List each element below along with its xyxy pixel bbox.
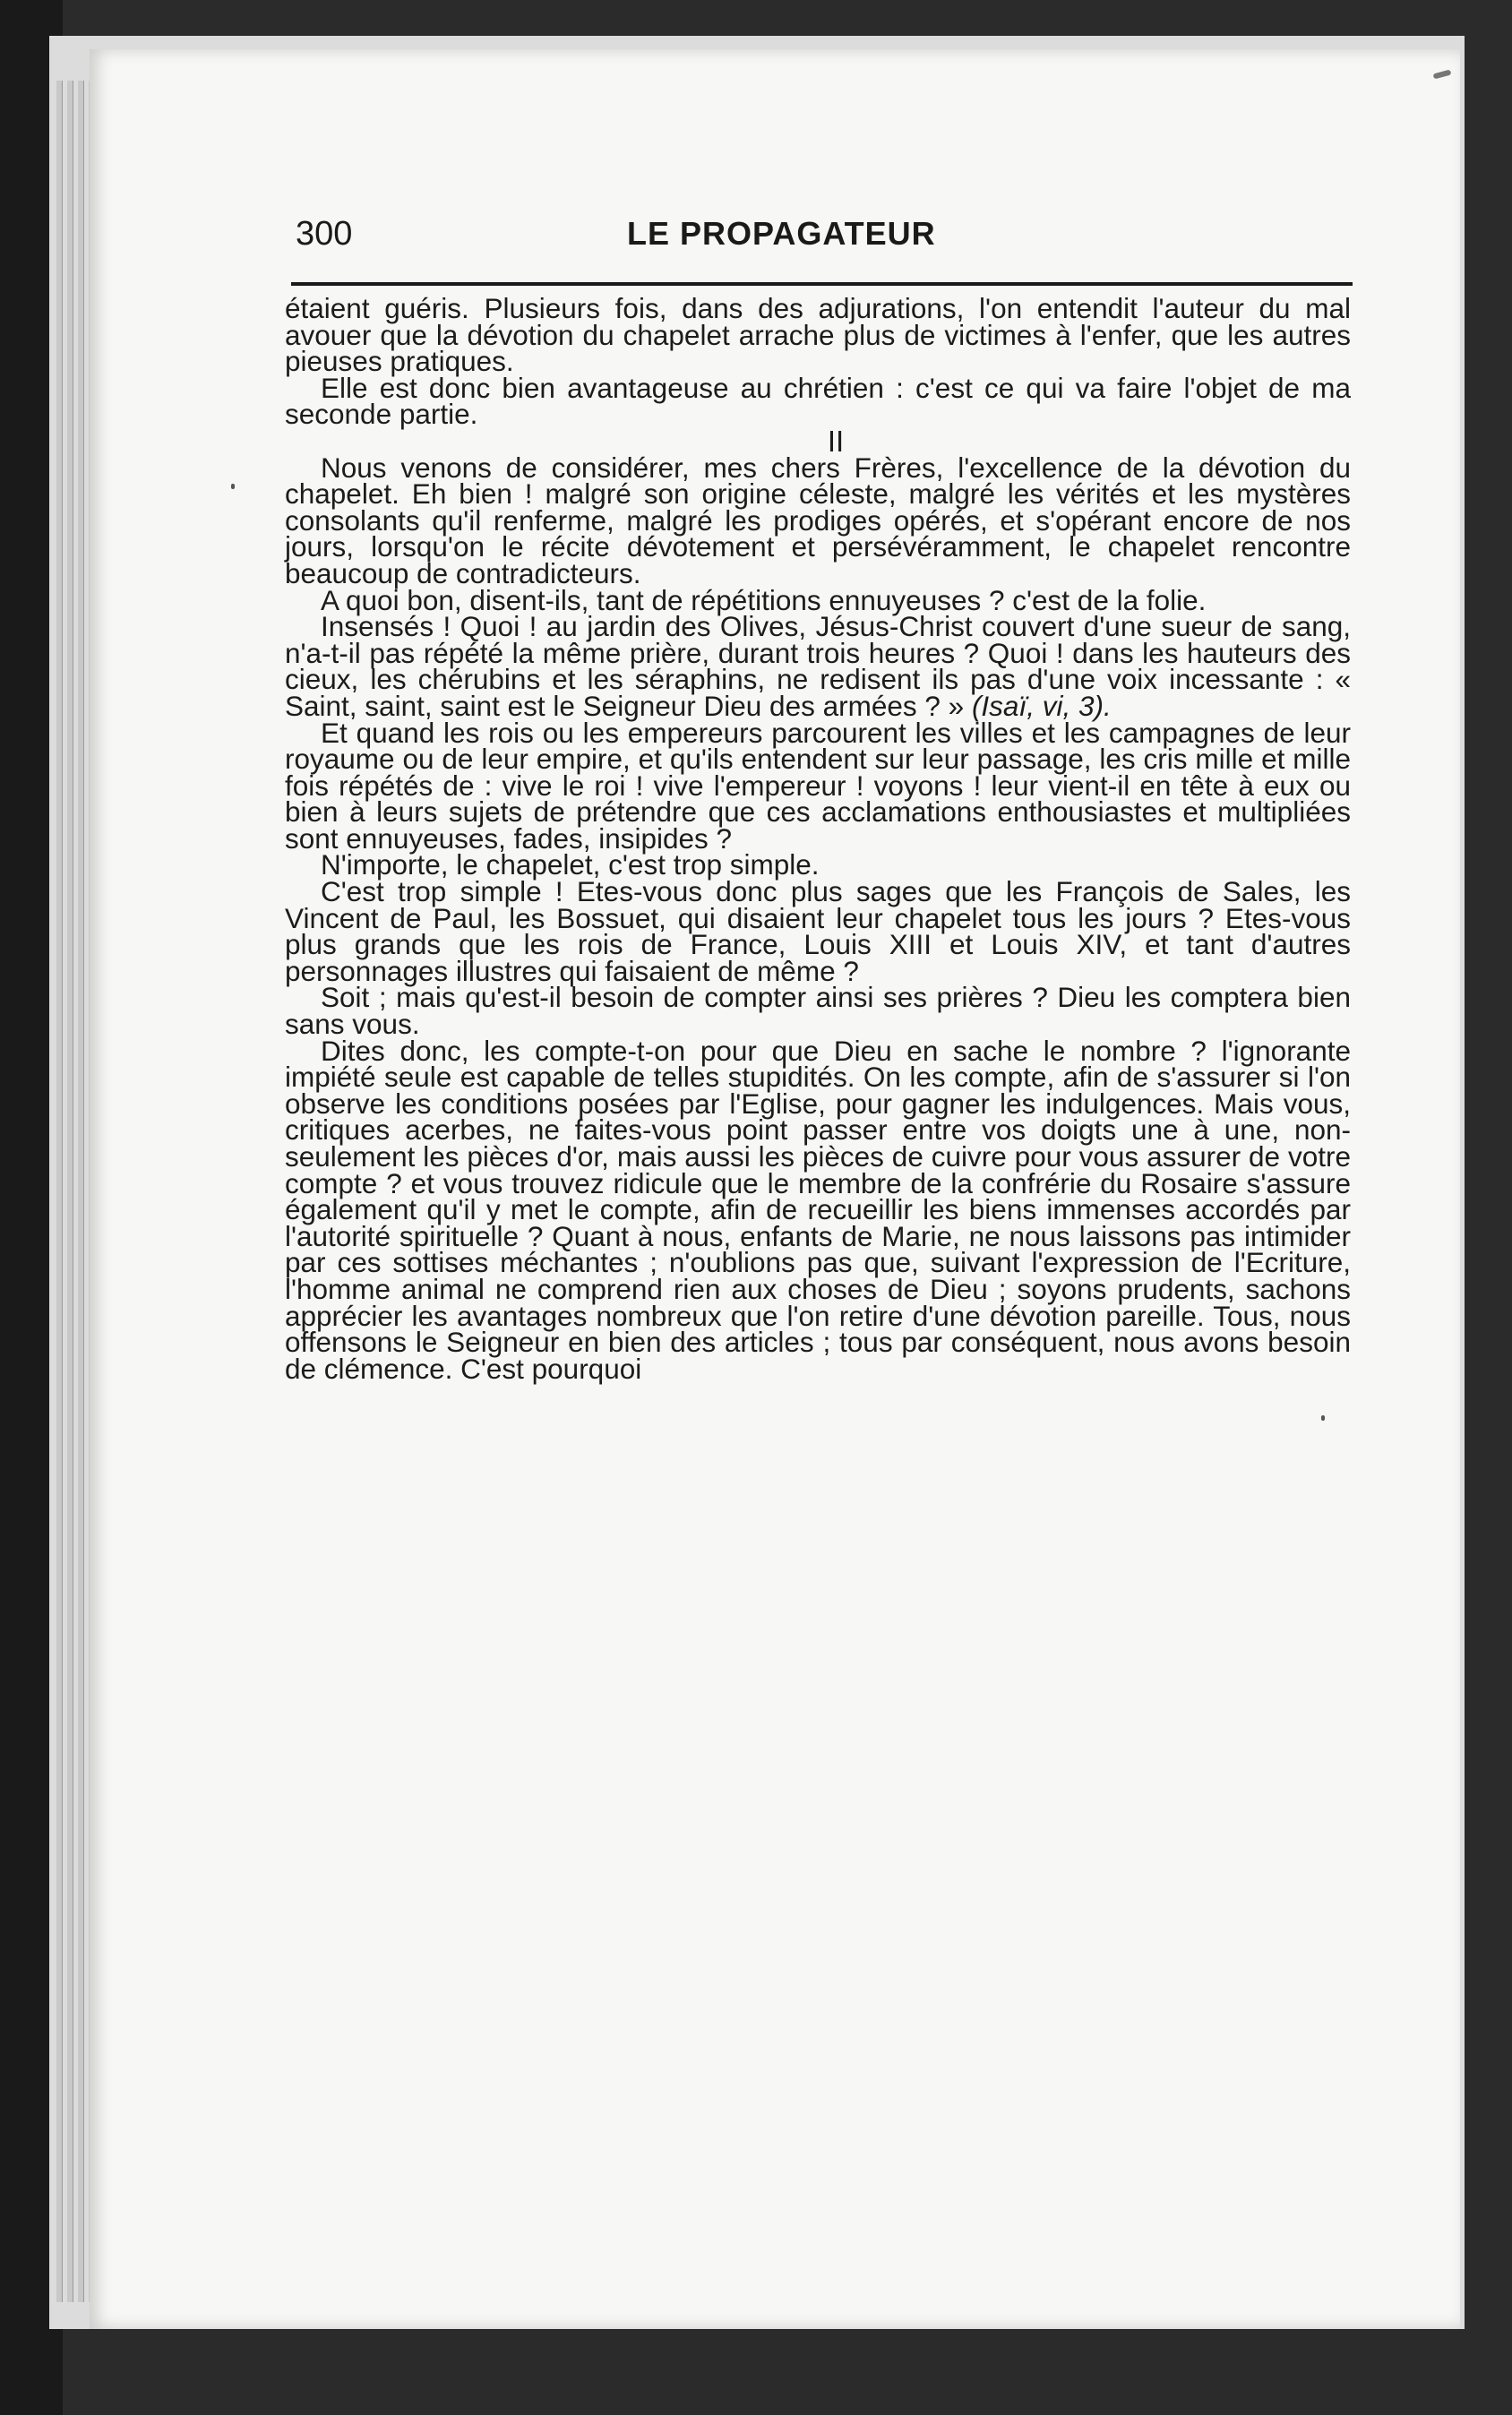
section-number: II bbox=[827, 424, 845, 458]
paragraph: N'importe, le chapelet, c'est trop simple. bbox=[321, 848, 820, 881]
scan-speck bbox=[1321, 1415, 1325, 1421]
paragraph-text: Insensés ! Quoi ! au jardin des Olives, Jésus-Christ couvert d'une sueur de sang, n'a-t-il pas répété la même prière, durant trois heures ? Quoi ! dans les hauteurs des cieux, les chérubins et les séraphins, ne redisent ils pas d'une voix incessante : « Saint, saint, saint est le Seigneur Dieu des armées ? » bbox=[285, 610, 1351, 722]
paragraph-with-citation bbox=[285, 610, 1351, 722]
page-edge bbox=[78, 81, 84, 2302]
page-header bbox=[296, 197, 1353, 260]
paragraph: Soit ; mais qu'est-il besoin de compter ainsi ses prières ? Dieu les comptera bien sans vous. bbox=[285, 981, 1351, 1041]
paragraph: Nous venons de considérer, mes chers Frères, l'excellence de la dévotion du chapelet. Eh bien ! malgré son origine céleste, malgré les vérités et les mystères consolants qu'il renferme, malgré les prodiges opérés, et s'opérant encore de nos jours, lorsqu'on le récite dévotement et persévéramment, le chapelet rencontre beaucoup de contradicteurs. bbox=[285, 451, 1351, 589]
paragraph: C'est trop simple ! Etes-vous donc plus sages que les François de Sales, les Vincent de Paul, les Bossuet, qui disaient leur chapelet tous les jours ? Etes-vous plus grands que les rois de France, Louis XIII et Louis XIV, et tant d'autres personnages illustres qui faisaient de même ? bbox=[285, 875, 1351, 987]
body-text bbox=[285, 292, 1351, 1385]
running-title: LE PROPAGATEUR bbox=[627, 215, 936, 252]
paragraph: A quoi bon, disent-ils, tant de répétitions ennuyeuses ? c'est de la folie. bbox=[321, 583, 1207, 616]
page-edge bbox=[67, 81, 73, 2302]
header-rule bbox=[291, 282, 1353, 286]
page-number: 300 bbox=[296, 215, 353, 253]
paragraph: Dites donc, les compte-t-on pour que Dieu en sache le nombre ? l'ignorante impiété seule est capable de telles stupidités. On les compte, afin de s'assurer si l'on observe les conditions posées par l'Eglise, pour gagner les indulgences. Mais vous, critiques acerbes, ne faites-vous point passer entre vos doigts une à une, non-seulement les pièces d'or, mais aussi les pièces de cuivre pour vous assurer de votre compte ? et vous trouvez ridicule que le membre de la confrérie du Rosaire s'assure également qu'il y met le compte, afin de recueillir les biens immenses accordés par l'autorité spirituelle ? Quant à nous, enfants de Marie, ne nous laissons pas intimider par ces sottises méchantes ; n'oublions pas que, suivant l'expression de l'Ecriture, l'homme animal ne comprend rien aux choses de Dieu ; soyons prudents, sachons apprécier les avantages nombreux que l'on retire d'une dévotion pareille. Tous, nous offensons le Seigneur en bien des articles ; tous par conséquent, nous avons besoin de clémence. C'est pourquoi bbox=[285, 1034, 1351, 1385]
paragraph: Et quand les rois ou les empereurs parcourent les villes et les campagnes de leur royaume ou de leur empire, et qu'ils entendent sur leur passage, les cris mille et mille fois répétés de : vive le roi ! vive l'empereur ! voyons ! leur vient-il en tête à eux ou bien à leurs sujets de prétendre que ces acclamations enthousiastes et multipliées sont ennuyeuses, fades, insipides ? bbox=[285, 716, 1351, 855]
page-edge bbox=[56, 81, 63, 2302]
scan-speck bbox=[231, 484, 235, 489]
paragraph: étaient guéris. Plusieurs fois, dans des adjurations, l'on entendit l'auteur du mal avouer que la dévotion du chapelet arrache plus de victimes à l'enfer, que les autres pieuses pratiques. bbox=[285, 292, 1351, 378]
citation: (Isaï, vi, 3). bbox=[971, 689, 1112, 722]
paragraph: Elle est donc bien avantageuse au chrétien : c'est ce qui va faire l'objet de ma seconde partie. bbox=[285, 371, 1351, 431]
